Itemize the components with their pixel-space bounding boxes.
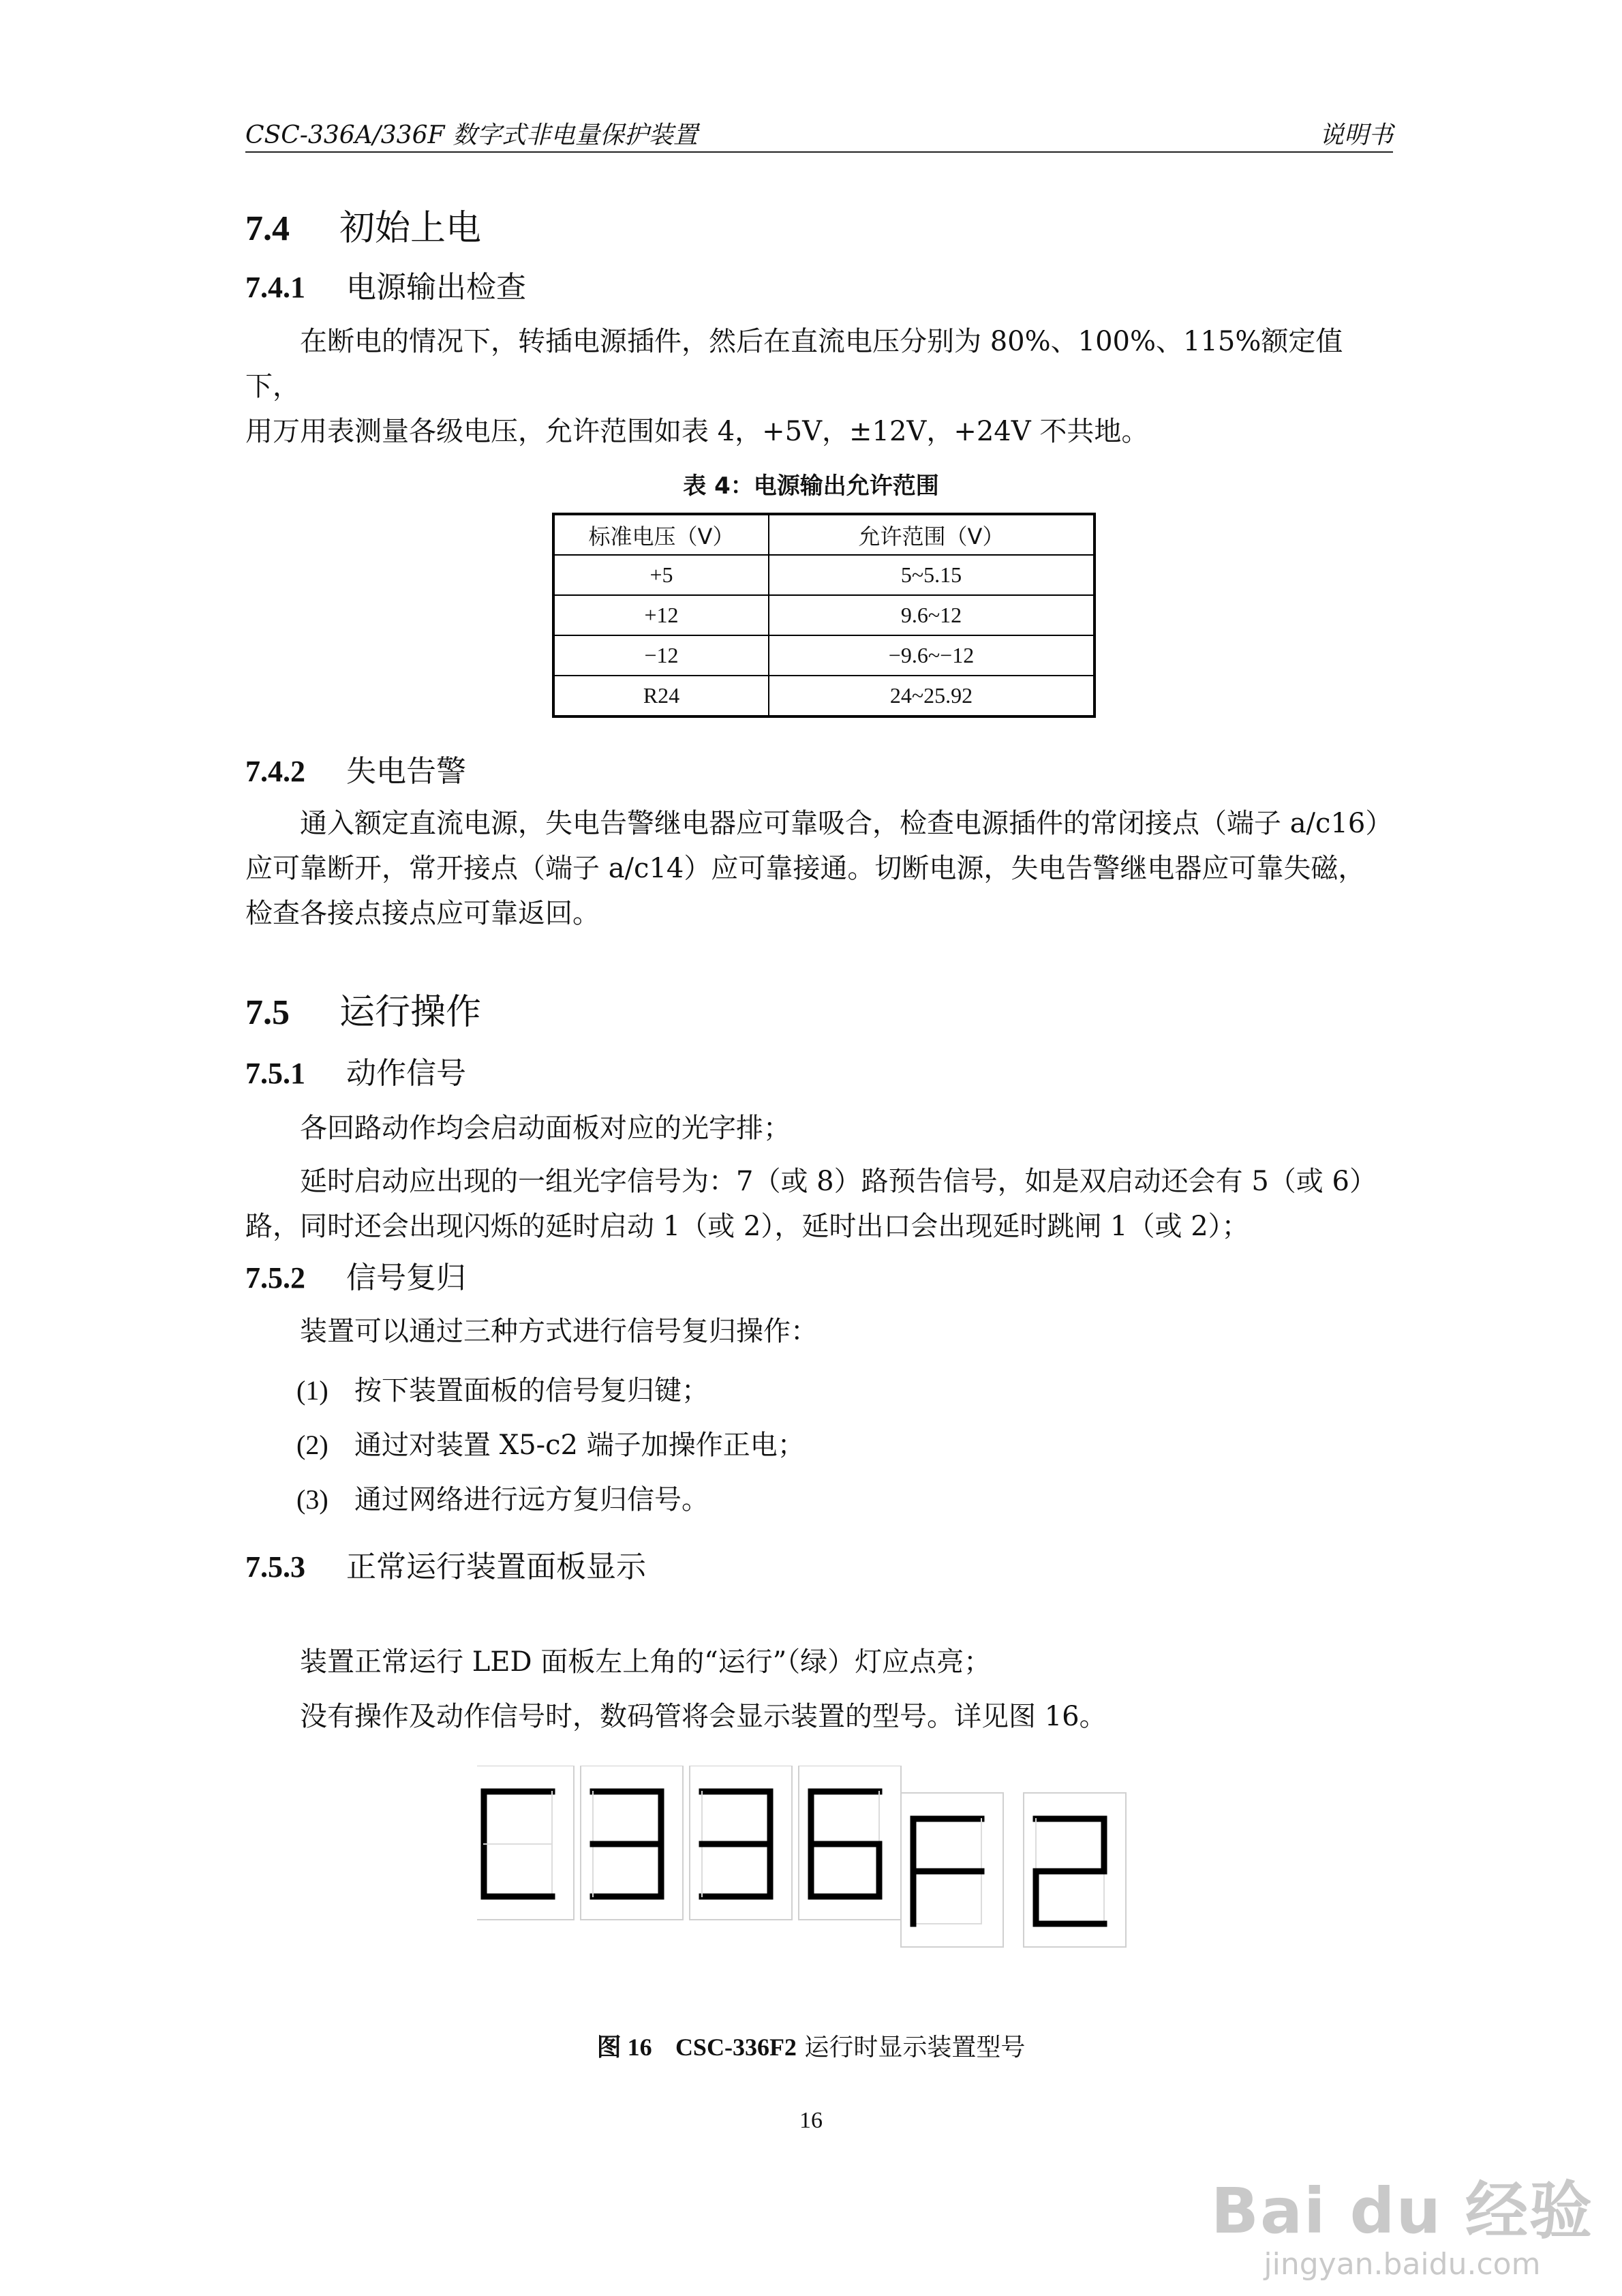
paragraph-line: 用万用表测量各级电压，允许范围如表 4，+5V，±12V，+24V 不共地。 xyxy=(245,416,1149,447)
list-text: 通过对装置 X5-c2 端子加操作正电； xyxy=(354,1430,805,1461)
list-item xyxy=(296,1369,709,1408)
list-marker: (1) xyxy=(296,1375,328,1406)
paragraph-line: 没有操作及动作信号时，数码管将会显示装置的型号。详见图 16。 xyxy=(300,1701,1107,1732)
table-row xyxy=(553,595,1095,635)
running-header-title: CSC-336A/336F 数字式非电量保护装置 xyxy=(245,121,698,149)
paragraph-line: 装置可以通过三种方式进行信号复归操作： xyxy=(300,1316,818,1347)
paragraph-7-4-2 xyxy=(245,801,1393,936)
table-cell: −9.6~−12 xyxy=(769,635,1095,676)
table-cell: 9.6~12 xyxy=(769,595,1095,635)
paragraph-line: 通入额定直流电源，失电告警继电器应可靠吸合，检查电源插件的常闭接点（端子 a/c16） xyxy=(300,808,1393,839)
paragraph-line: 应可靠断开，常开接点（端子 a/c14）应可靠接通。切断电源，失电告警继电器应可靠失磁， xyxy=(245,853,1366,884)
paragraph-7-5-1a xyxy=(245,1106,1393,1151)
table-cell: −12 xyxy=(553,635,769,676)
subsection-title: 动作信号 xyxy=(346,1056,466,1091)
section-7-5-3-heading xyxy=(245,1542,646,1586)
table-header-cell: 允许范围（V） xyxy=(769,514,1095,555)
section-number: 7.5 xyxy=(245,993,290,1032)
section-7-5-heading xyxy=(245,983,481,1034)
subsection-number: 7.5.2 xyxy=(245,1261,305,1295)
paragraph-line: 延时启动应出现的一组光字信号为：7（或 8）路预告信号，如是双启动还会有 5（或 6） xyxy=(300,1166,1377,1197)
display-digit xyxy=(581,1766,683,1920)
section-7-4-heading xyxy=(245,199,481,250)
table-cell: R24 xyxy=(553,676,769,716)
page-number: 16 xyxy=(799,2108,823,2133)
subsection-number: 7.5.1 xyxy=(245,1057,305,1090)
list-marker: (3) xyxy=(296,1484,328,1515)
paragraph-7-5-2 xyxy=(245,1309,1393,1354)
section-7-4-1-heading xyxy=(245,262,526,306)
list-marker: (2) xyxy=(296,1430,328,1460)
paragraph-7-4-1 xyxy=(245,319,1393,454)
list-text: 按下装置面板的信号复归键； xyxy=(354,1375,709,1406)
display-digit xyxy=(799,1766,901,1920)
paragraph-7-5-1b xyxy=(245,1159,1393,1249)
section-title: 运行操作 xyxy=(339,992,482,1033)
list-text: 通过网络进行远方复归信号。 xyxy=(354,1484,709,1515)
section-title: 初始上电 xyxy=(339,208,482,249)
table-row xyxy=(553,676,1095,716)
section-number: 7.4 xyxy=(245,209,290,248)
watermark-url: jingyan.baidu.com xyxy=(1264,2247,1541,2282)
subsection-number: 7.4.2 xyxy=(245,755,305,788)
paragraph-line: 路，同时还会出现闪烁的延时启动 1（或 2），延时出口会出现延时跳闸 1（或 2）； xyxy=(245,1211,1249,1242)
table-header-cell: 标准电压（V） xyxy=(553,514,769,555)
display-digit xyxy=(690,1766,792,1920)
paragraph-7-5-3b xyxy=(245,1694,1393,1739)
section-7-5-1-heading xyxy=(245,1048,466,1092)
subsection-title: 失电告警 xyxy=(346,754,466,789)
header-rule xyxy=(245,151,1393,153)
section-7-5-2-heading xyxy=(245,1253,466,1297)
baidu-watermark xyxy=(1211,2161,1593,2282)
segment-display-figure xyxy=(477,1766,1213,1991)
table-cell: +5 xyxy=(553,555,769,595)
subsection-title: 信号复归 xyxy=(346,1260,466,1295)
subsection-number: 7.5.3 xyxy=(245,1550,305,1584)
figure-caption-label: 图 16 xyxy=(596,2034,652,2061)
list-item xyxy=(296,1478,709,1517)
subsection-title: 电源输出检查 xyxy=(346,270,526,305)
paragraph-line: 各回路动作均会启动面板对应的光字排； xyxy=(300,1113,791,1144)
table-row xyxy=(553,555,1095,595)
watermark-brand: Bai du 经验 xyxy=(1210,2175,1593,2248)
paragraph-line: 在断电的情况下，转插电源插件，然后在直流电压分别为 80%、100%、115%额定值下， xyxy=(245,326,1343,402)
figure-caption-model: CSC-336F2 xyxy=(675,2034,797,2061)
running-header-right: 说明书 xyxy=(1319,121,1393,149)
display-digit xyxy=(901,1793,1003,1947)
table-header-row xyxy=(553,514,1095,555)
display-digit xyxy=(1024,1793,1126,1947)
table-row xyxy=(553,635,1095,676)
table-cell: +12 xyxy=(553,595,769,635)
table-cell: 24~25.92 xyxy=(769,676,1095,716)
paragraph-7-5-3a xyxy=(245,1640,1393,1685)
figure-caption xyxy=(0,2028,1622,2063)
subsection-title: 正常运行装置面板显示 xyxy=(346,1550,646,1584)
paragraph-line: 装置正常运行 LED 面板左上角的“运行”（绿）灯应点亮； xyxy=(300,1646,992,1678)
section-7-4-2-heading xyxy=(245,746,466,790)
list-item xyxy=(296,1423,805,1462)
paragraph-line: 检查各接点接点应可靠返回。 xyxy=(245,898,600,929)
subsection-number: 7.4.1 xyxy=(245,271,305,304)
power-output-table xyxy=(552,513,1096,718)
table-cell: 5~5.15 xyxy=(769,555,1095,595)
table-caption: 表 4：电源输出允许范围 xyxy=(683,472,939,500)
display-digit xyxy=(477,1766,574,1920)
figure-caption-text: 运行时显示装置型号 xyxy=(804,2034,1026,2061)
